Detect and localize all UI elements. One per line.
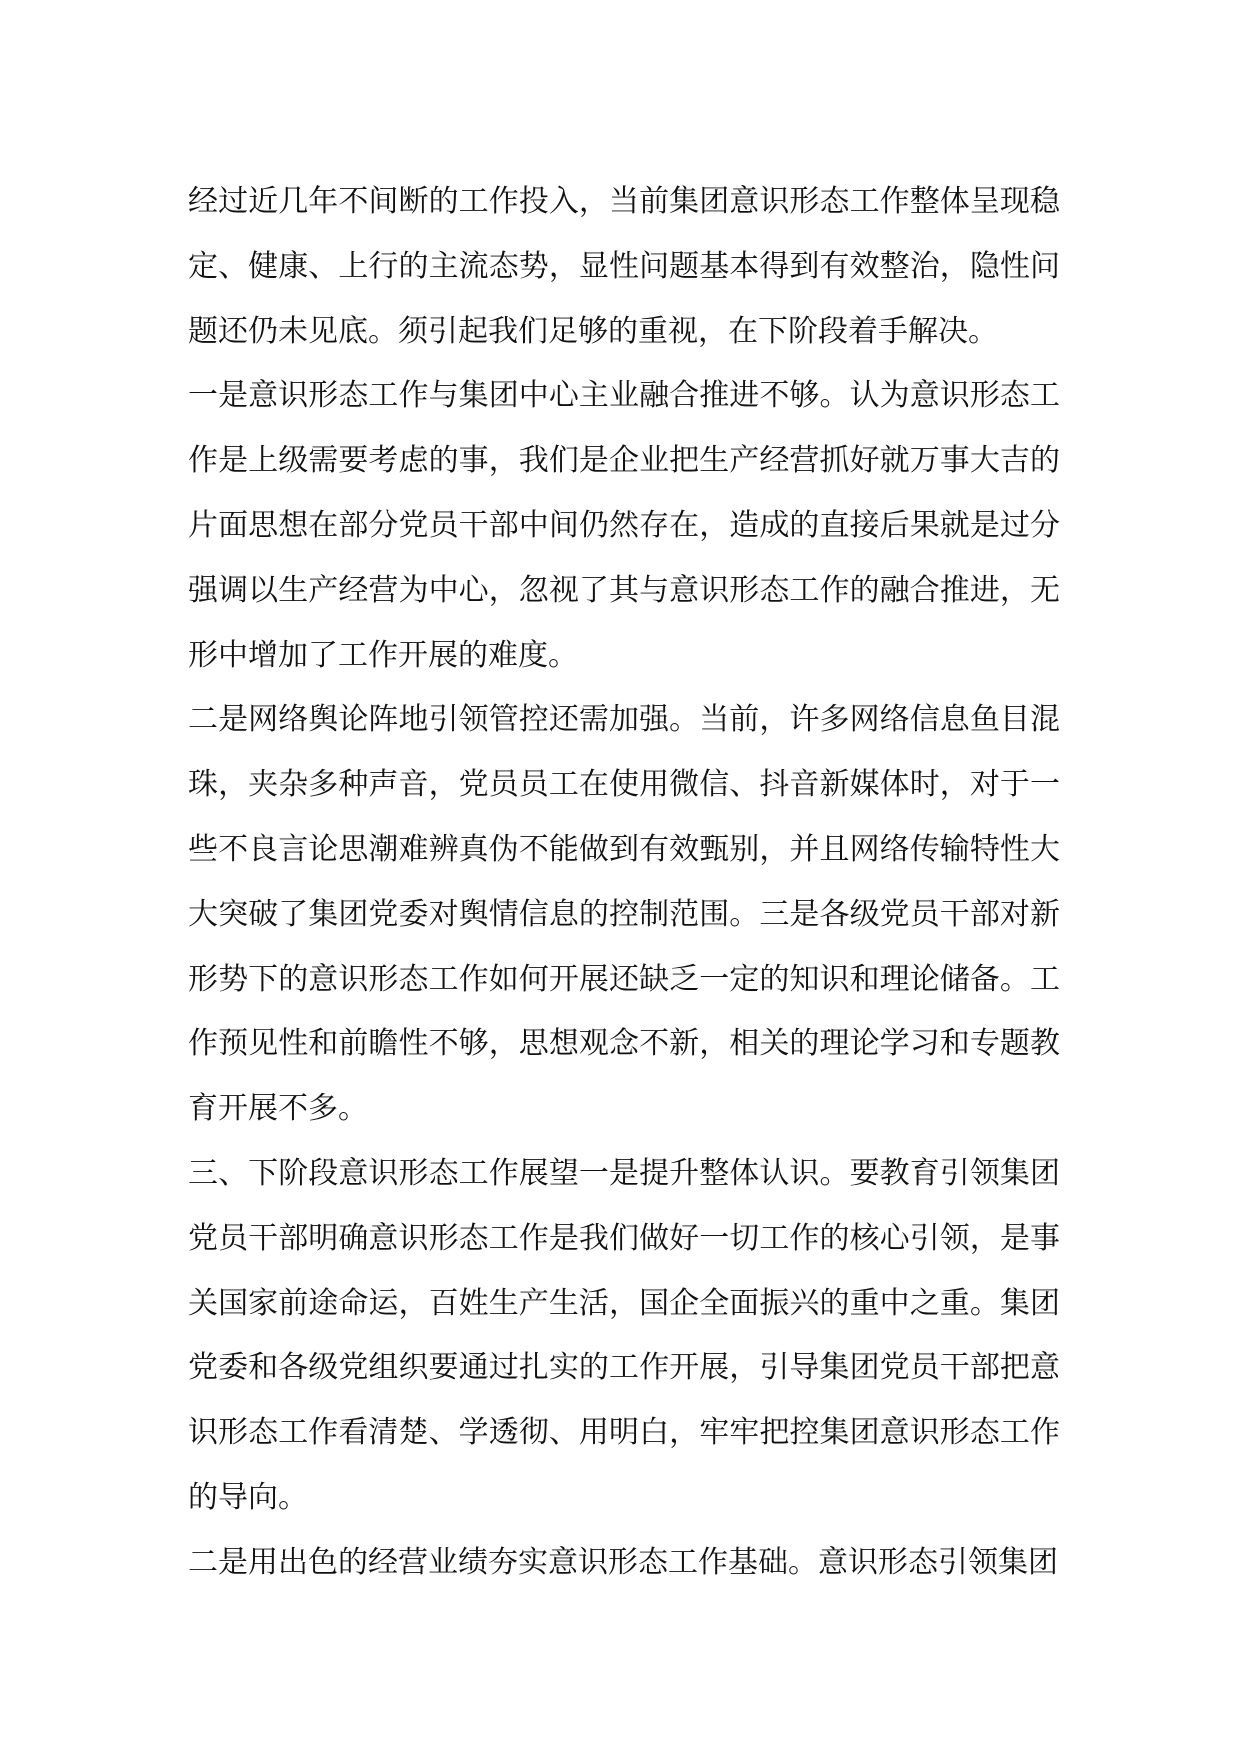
paragraph-3: 二是网络舆论阵地引领管控还需加强。当前，许多网络信息鱼目混珠，夹杂多种声音，党员员工在使用微信、抖音新媒体时，对于一些不良言论思潮难辨真伪不能做到有效甄别，并且网络传输特性大大突破了集团党委对舆情信息的控制范围。三是各级党员干部对新形势下的意识形态工作如何开展还缺乏一定的知识和理论储备。工作预见性和前瞻性不够，思想观念不新，相关的理论学习和专题教育开展不多。 [188, 702, 1060, 1127]
paragraph-4: 三、下阶段意识形态工作展望一是提升整体认识。要教育引领集团党员干部明确意识形态工作是我们做好一切工作的核心引领，是事关国家前途命运，百姓生产生活，国企全面振兴的重中之重。集团党委和各级党组织要通过扎实的工作开展，引导集团党员干部把意识形态工作看清楚、学透彻、用明白，牢牢把控集团意识形态工作的导向。 [188, 1155, 1060, 1515]
paragraph-1: 经过近几年不间断的工作投入，当前集团意识形态工作整体呈现稳定、健康、上行的主流态势，显性问题基本得到有效整治，隐性问题还仍未见底。须引起我们足够的重视，在下阶段着手解决。 [188, 184, 1060, 349]
document-body [188, 170, 1060, 1596]
paragraph-5: 二是用出色的经营业绩夯实意识形态工作基础。意识形态引领集团 [188, 1544, 1058, 1580]
paragraph-2: 一是意识形态工作与集团中心主业融合推进不够。认为意识形态工作是上级需要考虑的事，我们是企业把生产经营抓好就万事大吉的片面思想在部分党员干部中间仍然存在，造成的直接后果就是过分强调以生产经营为中心，忽视了其与意识形态工作的融合推进，无形中增加了工作开展的难度。 [188, 378, 1060, 673]
